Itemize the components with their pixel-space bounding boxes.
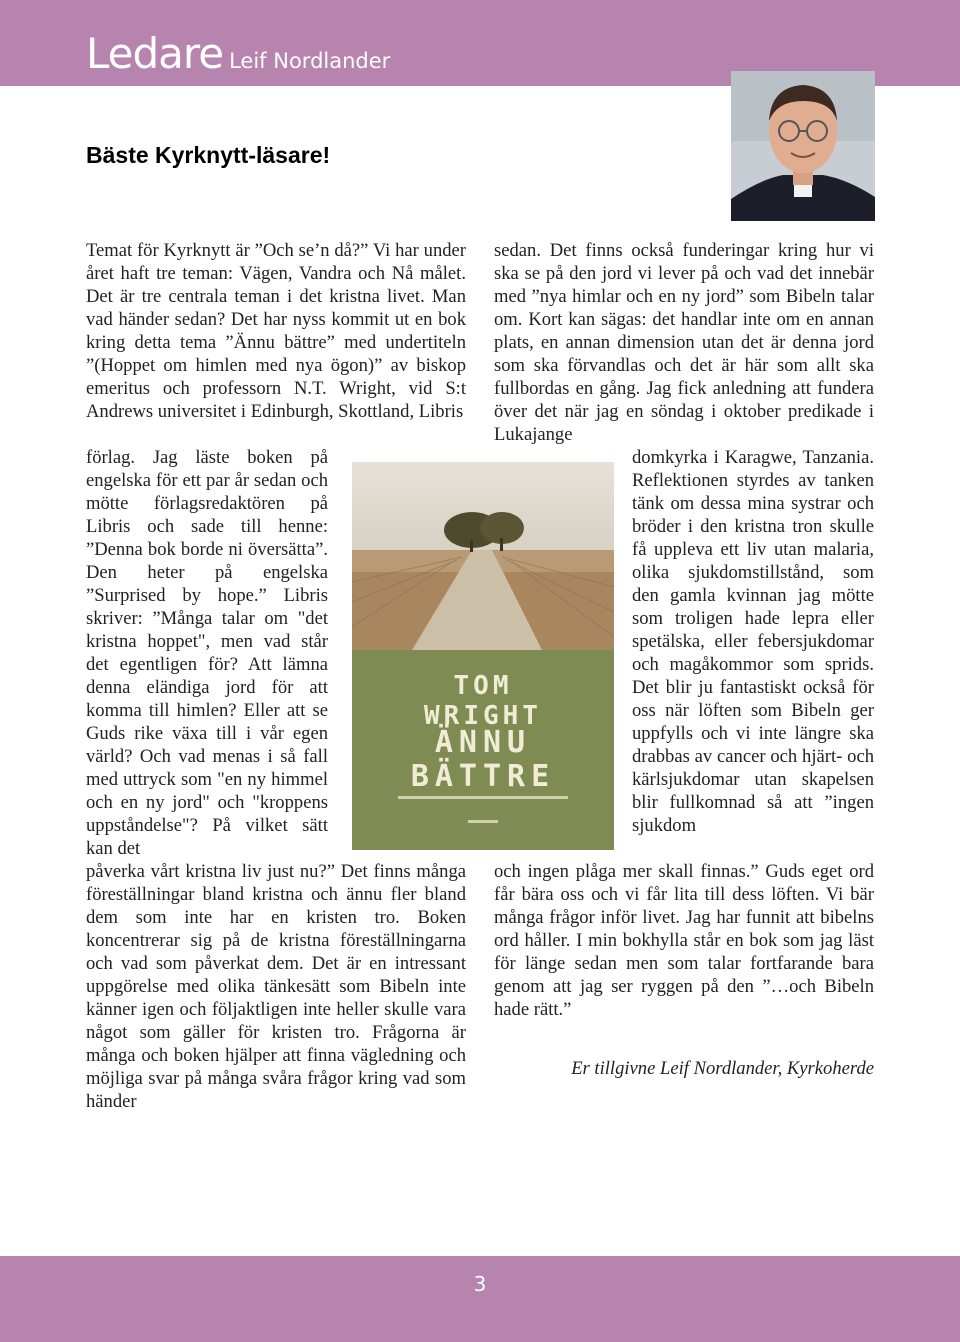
article-col1-top: Temat för Kyrknytt är ”Och se’n då?” Vi har under året haft tre teman: Vägen, Vandra och Nå målet. Det är tre centrala teman i det kristna livet. Man vad händer sedan? Det har nyss kommit ut en bok kring detta tema ”Ännu bättre” med undertiteln ”(Hoppet om himlen med nya ögon)” av biskop emeritus och professorn N.T. Wright, vid S:t Andrews universitet i Edinburgh, Skottland, Libris <box>86 240 466 422</box>
author-name: Leif Nordlander <box>229 49 391 73</box>
book-title-line1: ÄNNU <box>434 725 532 760</box>
article-col2-narrow: domkyrka i Karagwe, Tanzania. Reflektionen styrdes av tanken tänk om dessa mina systrar och bröder i den kristna tron skulle få uppleva ett liv utan malaria, olika sjukdomstillstånd, som den gamla kvinnan jag mötte som troligen hade lepra eller spetälska, eller febersjukdomar och magåkommor som sprids. Det blir ju fantastiskt också för oss när löften som Bibeln ger uppfylls och vi inte längre ska drabbas av cancer och hjärt- och kärlsjukdomar utan skapelsen blir fullkomnad så att ”ingen sjukdom <box>632 447 874 836</box>
section-title: Ledare <box>86 29 224 78</box>
article-col2-top: sedan. Det finns också funderingar kring hur vi ska se på den jord vi lever på och vad det innebär med ”nya himlar och en ny jord” som Bibeln talar om. Kort kan sägas: det handlar inte om en annan plats, en annan dimension utan det är denna jord som ska förvandlas och det är här som allt ska fullbordas en gång. Jag fick anledning att fundera över det när jag en söndag i oktober predikade i Lukajange <box>494 240 874 445</box>
page-title <box>86 28 390 87</box>
book-subtitle-stripe <box>398 796 568 799</box>
book-author-line1: TOM <box>453 671 513 701</box>
book-publisher-stripe <box>468 820 498 823</box>
page-number: 3 <box>473 1272 487 1296</box>
book-cover-image <box>352 462 614 850</box>
article-heading: Bäste Kyrknytt-läsare! <box>86 142 331 168</box>
article-col1-narrow: förlag. Jag läste boken på engelska för ett par år sedan och mötte förlagsredaktören på Libris och sade till henne: ”Denna bok borde ni översätta”. Den heter på engelska ”Surprised by hope.” Libris skriver: ”Många talar om "det kristna hoppet", men vad står det egentligen för? Att lämna denna eländiga jord för att komma till himlen? Eller att se Guds rike växa till i vår egen värld? Och vad menas i så fall med uttryck som "en ny himmel och en ny jord" och "kroppens uppståndelse"? På vilket sätt kan det <box>86 447 328 859</box>
book-title-line2: BÄTTRE <box>410 759 556 794</box>
signature: Er tillgivne Leif Nordlander, Kyrkoherde <box>571 1058 874 1079</box>
article-col2-bottom: och ingen plåga mer skall finnas.” Guds eget ord får bära oss och vi får lita till dess löften. Vi bär många frågor inför livet. Jag har funnit att bibelns ord håller. I min bokhylla står en bok som jag läst för länge sedan men som talar fortfarande bara genom att jag ser ryggen på den ”…och Bibeln hade rätt.” <box>494 861 874 1020</box>
author-portrait <box>731 71 875 221</box>
book-author-line2: WRIGHT <box>424 701 542 731</box>
article-col1-bottom: påverka vårt kristna liv just nu?” Det finns många föreställningar bland kristna och ännu fler bland dem som inte har en kristen tro. Boken koncentrerar sig på de kristna föreställningarna och vad som påverkat dem. Det är en intressant uppgörelse med olika tänkesätt som Bibeln inte känner igen och följaktligen inte heller skulle vara något som gäller för kristen tro. Frågorna är många och boken hjälper att finna vägledning och möjliga svar på många svåra frågor kring vad som händer <box>86 861 466 1112</box>
footer-band <box>0 1256 960 1342</box>
